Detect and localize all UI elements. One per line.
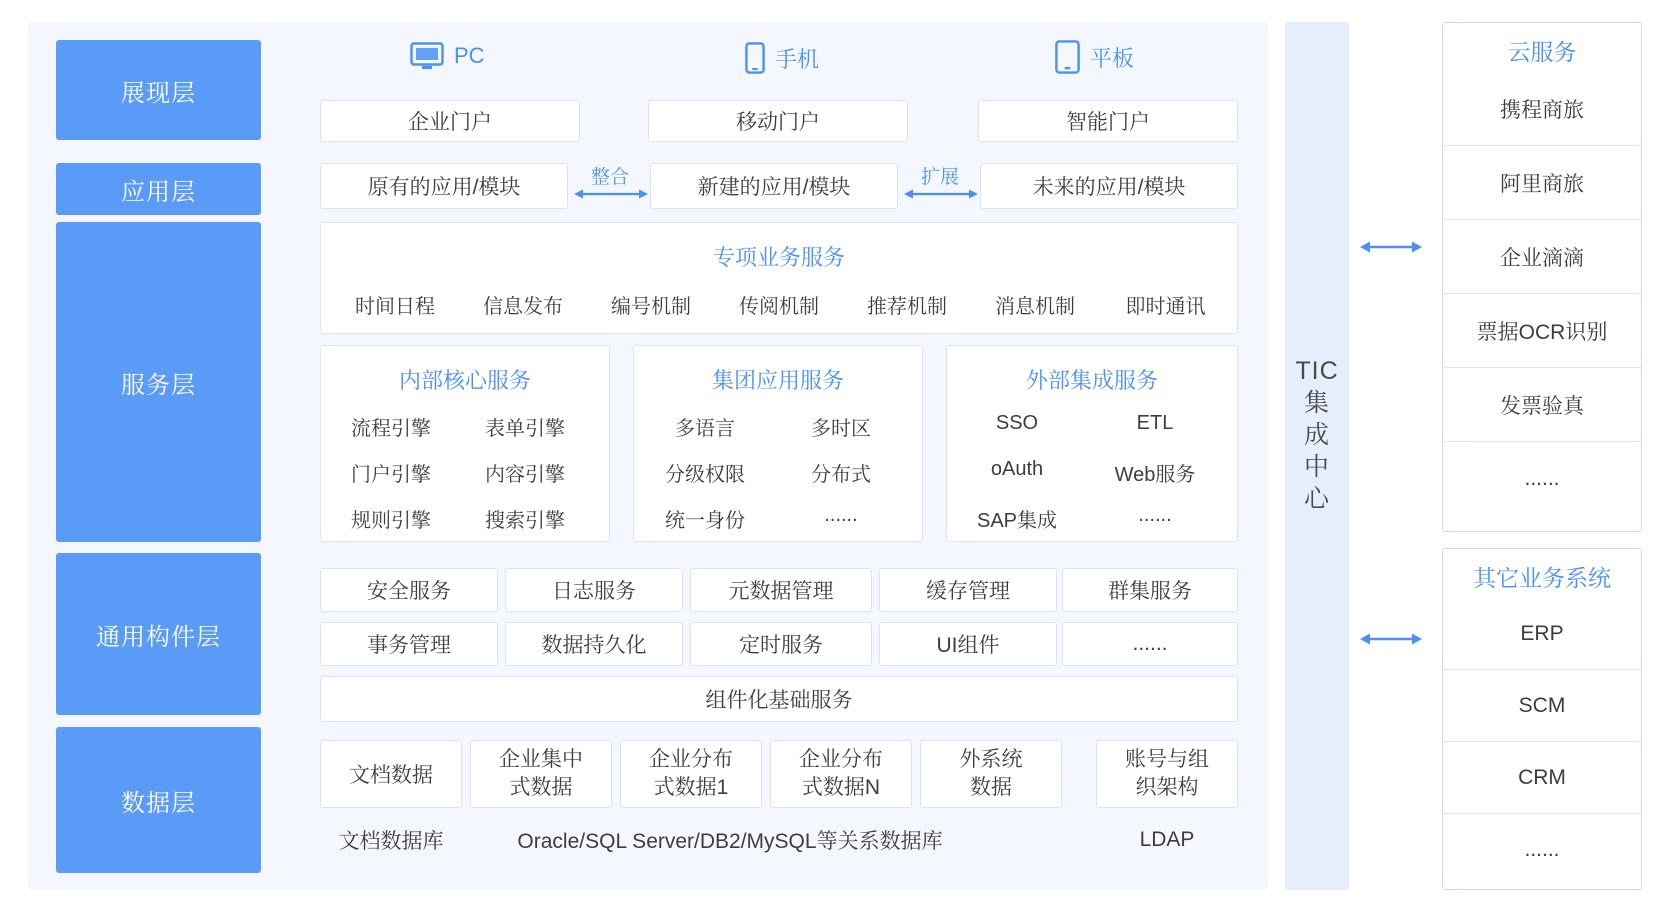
tic-integration-title [1285, 355, 1349, 515]
others-connector-arrow-icon [1360, 630, 1422, 653]
external-item[interactable]: SSO [995, 412, 1039, 434]
integration-arrow-icon [574, 186, 648, 207]
group-item[interactable]: 多语言 [675, 418, 735, 440]
cloud-item-more[interactable]: ...... [1524, 467, 1560, 490]
common-ui-components[interactable] [879, 622, 1057, 666]
cloud-item-ctrip[interactable]: 携程商旅 [1442, 72, 1642, 146]
app-module-new[interactable] [650, 163, 898, 209]
portal-label: 企业门户 [408, 111, 492, 134]
other-item-more[interactable]: ...... [1524, 838, 1560, 861]
data-store-line2: 式数据N [801, 776, 881, 799]
tic-line: TIC [1295, 357, 1339, 385]
special-item[interactable]: 信息发布 [483, 296, 563, 318]
special-item[interactable]: 编号机制 [611, 296, 691, 318]
data-store-document[interactable] [320, 740, 462, 808]
tic-line: 成 [1303, 421, 1330, 449]
data-store-external-system[interactable] [920, 740, 1062, 808]
core-item[interactable]: 搜索引擎 [485, 510, 565, 532]
data-store-line2: 式数据 [509, 776, 573, 799]
core-item[interactable]: 内容引擎 [485, 464, 565, 486]
common-item-label: 日志服务 [552, 580, 636, 603]
data-store-line1: 外系统 [959, 748, 1023, 772]
common-item-label: 组件化基础服务 [705, 689, 853, 712]
other-item-scm[interactable]: SCM [1442, 670, 1642, 742]
device-phone [745, 42, 819, 74]
cloud-connector-arrow-icon [1360, 238, 1422, 261]
desktop-icon [410, 42, 444, 70]
layer-label-text: 展现层 [121, 79, 196, 107]
group-application-service-title: 集团应用服务 [711, 368, 844, 393]
common-log-service[interactable] [505, 568, 683, 612]
layer-label-text: 应用层 [121, 178, 196, 206]
tic-line: 心 [1303, 485, 1330, 513]
special-business-service-title: 专项业务服务 [712, 245, 845, 270]
layer-label-application [56, 163, 261, 215]
common-item-label: 事务管理 [367, 634, 451, 657]
app-module-existing[interactable] [320, 163, 568, 209]
external-item[interactable]: ...... [1138, 504, 1172, 526]
data-backend-ldap: LDAP [1139, 828, 1195, 851]
special-item[interactable]: 时间日程 [355, 296, 435, 318]
portal-enterprise[interactable] [320, 100, 580, 142]
external-integration-service-title: 外部集成服务 [1025, 368, 1158, 393]
extension-arrow-label: 扩展 [920, 167, 959, 188]
layer-label-text: 数据层 [121, 789, 196, 817]
data-store-line2: 式数据1 [653, 776, 729, 799]
group-item[interactable]: ...... [824, 504, 858, 526]
device-label: PC [454, 43, 485, 68]
tic-line: 集 [1303, 389, 1330, 417]
cloud-item-didi[interactable]: 企业滴滴 [1442, 220, 1642, 294]
common-item-label: 元数据管理 [728, 580, 834, 603]
common-item-label: ...... [1132, 632, 1168, 655]
cloud-service-title: 云服务 [1507, 39, 1577, 65]
app-module-label: 新建的应用/模块 [697, 176, 851, 199]
data-backend-relational-db: Oracle/SQL Server/DB2/MySQL等关系数据库 [517, 830, 943, 853]
portal-label: 智能门户 [1066, 111, 1150, 134]
external-item[interactable]: Web服务 [1114, 464, 1196, 486]
data-backend-document-db: 文档数据库 [338, 830, 444, 853]
cloud-item-invoice[interactable]: 发票验真 [1442, 368, 1642, 442]
common-item-label: 缓存管理 [926, 580, 1010, 603]
other-systems-title: 其它业务系统 [1473, 565, 1611, 591]
external-item[interactable]: oAuth [990, 458, 1044, 480]
common-more[interactable] [1062, 622, 1238, 666]
external-item[interactable]: ETL [1136, 412, 1174, 434]
common-item-label: 安全服务 [367, 580, 451, 603]
device-tablet [1055, 40, 1134, 74]
common-scheduled-service[interactable] [690, 622, 872, 666]
special-item[interactable]: 传阅机制 [739, 296, 819, 318]
app-module-label: 原有的应用/模块 [367, 176, 521, 199]
group-item[interactable]: 多时区 [811, 418, 871, 440]
common-transaction-management[interactable] [320, 622, 498, 666]
other-systems-list [1442, 598, 1642, 890]
layer-label-presentation [56, 40, 261, 140]
core-item[interactable]: 门户引擎 [351, 464, 431, 486]
special-item[interactable]: 即时通讯 [1125, 296, 1206, 318]
integration-arrow-label: 整合 [590, 167, 629, 188]
data-store-line2: 织架构 [1135, 776, 1199, 799]
other-item-crm[interactable]: CRM [1442, 742, 1642, 814]
data-store-line1: 企业分布 [649, 748, 733, 772]
common-metadata-management[interactable] [690, 568, 872, 612]
common-cache-management[interactable] [879, 568, 1057, 612]
portal-mobile[interactable] [648, 100, 908, 142]
layer-label-text: 服务层 [121, 371, 196, 399]
data-store-distributed-1[interactable] [620, 740, 762, 808]
portal-smart[interactable] [978, 100, 1238, 142]
common-item-label: 定时服务 [739, 634, 823, 657]
group-item[interactable]: 分级权限 [665, 464, 745, 486]
tic-line: 中 [1303, 453, 1330, 481]
device-pc [410, 42, 485, 70]
data-store-account-org[interactable] [1096, 740, 1238, 808]
data-store-line2: 数据 [970, 776, 1012, 799]
data-store-label: 文档数据 [349, 764, 433, 787]
cloud-item-alitrip[interactable]: 阿里商旅 [1442, 146, 1642, 220]
layer-label-service [56, 222, 261, 542]
data-store-distributed-n[interactable] [770, 740, 912, 808]
layer-label-text: 通用构件层 [96, 623, 221, 651]
data-store-line1: 企业分布 [799, 748, 883, 772]
common-item-label: 数据持久化 [541, 634, 647, 657]
core-item[interactable]: 流程引擎 [351, 418, 431, 440]
common-item-label: UI组件 [936, 634, 1000, 657]
special-item[interactable]: 推荐机制 [867, 296, 947, 318]
common-item-label: 群集服务 [1108, 580, 1192, 603]
phone-icon [745, 42, 765, 74]
tablet-icon [1055, 40, 1080, 74]
app-module-future[interactable] [980, 163, 1238, 209]
portal-label: 移动门户 [736, 111, 820, 134]
common-data-persistence[interactable] [505, 622, 683, 666]
cloud-item-ocr[interactable]: 票据OCR识别 [1442, 294, 1642, 368]
core-item[interactable]: 规则引擎 [351, 510, 431, 532]
data-store-line1: 账号与组 [1125, 748, 1209, 772]
cloud-service-list [1442, 72, 1642, 532]
group-item[interactable]: 分布式 [811, 464, 871, 486]
common-security-service[interactable] [320, 568, 498, 612]
app-module-label: 未来的应用/模块 [1032, 176, 1186, 199]
group-item[interactable]: 统一身份 [665, 510, 745, 532]
data-store-line1: 企业集中 [499, 748, 583, 772]
layer-label-common [56, 553, 261, 715]
extension-arrow-icon [904, 186, 978, 207]
device-label: 平板 [1090, 45, 1135, 71]
common-cluster-service[interactable] [1062, 568, 1238, 612]
external-item[interactable]: SAP集成 [976, 510, 1058, 532]
data-store-centralized[interactable] [470, 740, 612, 808]
layer-label-data [56, 727, 261, 873]
special-item[interactable]: 消息机制 [995, 296, 1075, 318]
internal-core-service-title: 内部核心服务 [398, 368, 531, 393]
core-item[interactable]: 表单引擎 [485, 418, 565, 440]
componentized-base-service[interactable] [320, 676, 1238, 722]
other-item-erp[interactable]: ERP [1442, 598, 1642, 670]
device-label: 手机 [775, 46, 820, 72]
